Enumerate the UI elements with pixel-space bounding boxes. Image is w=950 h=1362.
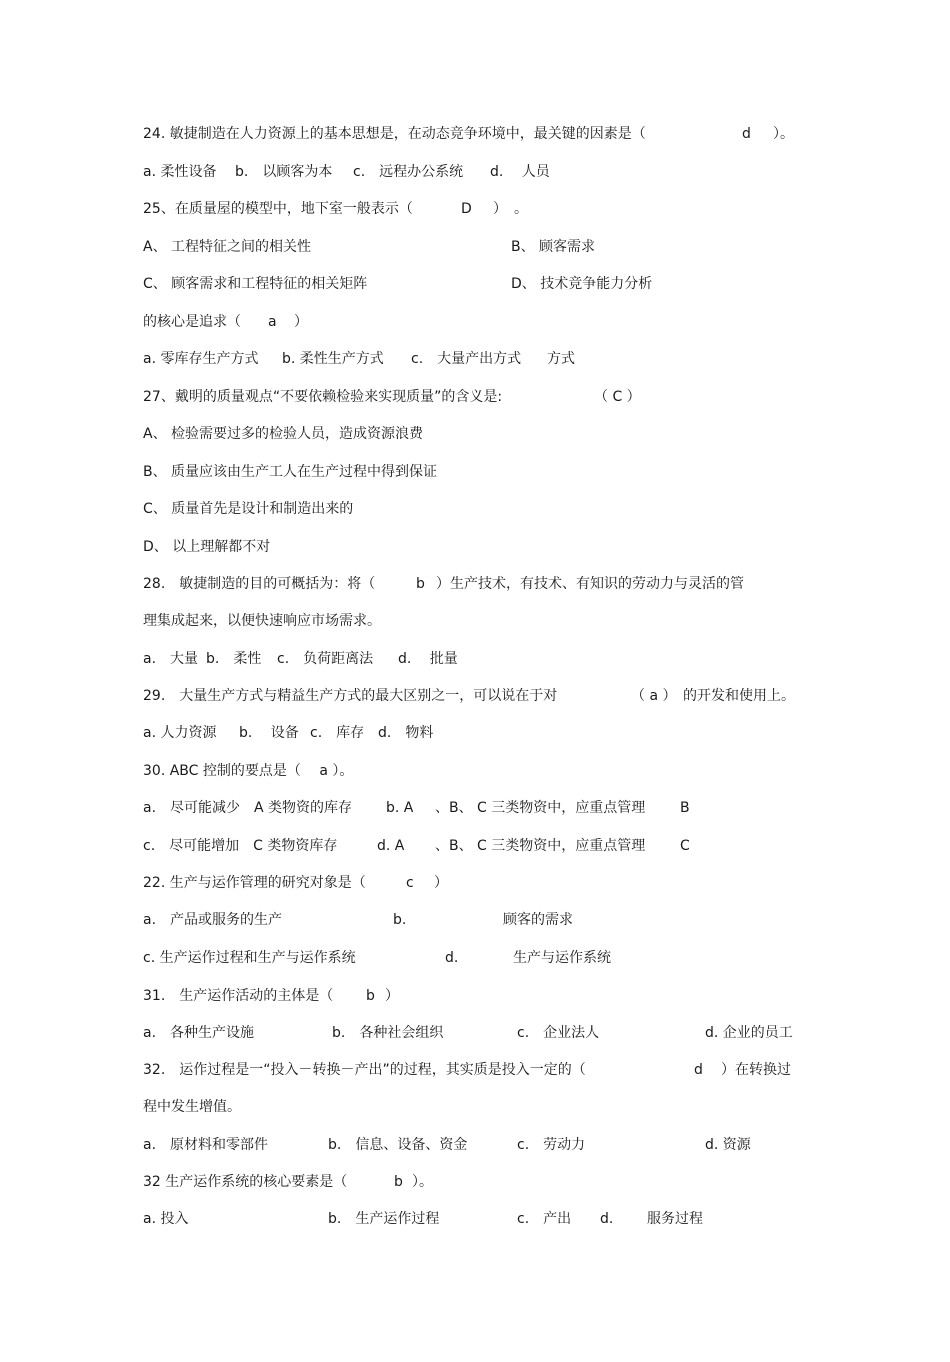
question-29-stem-line — [143, 685, 795, 707]
option-a: a. 大量 — [143, 651, 199, 667]
question-25-options-row1 — [143, 236, 596, 258]
answer-mark: b — [394, 1174, 403, 1190]
option-d: d. 资源 — [705, 1137, 751, 1153]
option-a: a. 投入 — [143, 1211, 189, 1227]
option-c: c. 库存 — [310, 725, 365, 741]
option-d: d. 企业的员工 — [705, 1025, 793, 1041]
option-c: c. 大量产出方式 — [411, 351, 522, 367]
option-d: 方式 — [547, 351, 575, 367]
option-b-text: 顾客的需求 — [503, 912, 573, 928]
question-32-stem-line — [143, 1059, 791, 1081]
option-b: b. 以顾客为本 — [235, 164, 333, 180]
question-25-stem-line — [143, 198, 528, 220]
question-tail: ） — [434, 875, 448, 891]
option-c: c. 负荷距离法 — [277, 651, 374, 667]
option-b: b. 生产运作过程 — [328, 1211, 440, 1227]
option-a: a. 各种生产设施 — [143, 1025, 255, 1041]
option-a: a. 柔性设备 — [143, 164, 217, 180]
option-d: d. 物料 — [378, 725, 434, 741]
question-stem: 32 生产运作系统的核心要素是（ — [143, 1174, 348, 1190]
question-30-stem-line — [143, 760, 354, 782]
question-tail: ）。 — [412, 1174, 433, 1190]
question-32b-stem-line — [143, 1171, 433, 1193]
question-stem: 25、在质量屋的模型中，地下室一般表示（ — [143, 201, 413, 217]
option-d: d. 批量 — [398, 651, 458, 667]
question-24-stem-line — [143, 123, 794, 145]
option-c: c. 产出 — [517, 1211, 572, 1227]
question-27-option-C — [143, 498, 354, 520]
question-22-options-row1 — [143, 909, 573, 931]
question-26-options — [143, 348, 575, 370]
option-b-text: 、B、 C 三类物资中，应重点管理 — [435, 800, 646, 816]
option-b: b. 柔性生产方式 — [282, 351, 384, 367]
option-a: a. 产品或服务的生产 — [143, 912, 283, 928]
option-d-text: 、B、 C 三类物资中，应重点管理 — [435, 838, 646, 854]
option-b: b. 设备 — [239, 725, 299, 741]
question-stem-continued: ）在转换过 — [721, 1062, 791, 1078]
option-b: b. 柔性 — [206, 651, 262, 667]
question-25-options-row2 — [143, 273, 653, 295]
question-32-stem-line2 — [143, 1096, 241, 1118]
question-stem: 30. ABC 控制的要点是（ a ）。 — [143, 763, 354, 779]
question-27-option-D — [143, 536, 271, 558]
option-a: a. 原材料和零部件 — [143, 1137, 269, 1153]
question-31-stem-line — [143, 985, 399, 1007]
option-d: d. — [445, 950, 459, 966]
question-stem: 32. 运作过程是一“投入－转换－产出”的过程，其实质是投入一定的（ — [143, 1062, 586, 1078]
answer-mark: （ a ） — [631, 688, 677, 704]
option-c: c. 生产运作过程和生产与运作系统 — [143, 950, 356, 966]
question-26-stem-line — [143, 311, 308, 333]
option-D: D、 技术竞争能力分析 — [511, 276, 653, 292]
question-stem: 的核心是追求（ — [143, 314, 241, 330]
option-d-text: 服务过程 — [647, 1211, 703, 1227]
question-stem-continued: 程中发生增值。 — [143, 1099, 241, 1115]
answer-mark: b — [416, 576, 425, 592]
question-28-stem-line — [143, 573, 744, 595]
question-32-options — [143, 1134, 751, 1156]
question-32b-options — [143, 1208, 703, 1230]
option-c: c. 尽可能增加 C 类物资库存 — [143, 838, 338, 854]
answer-mark: d — [742, 126, 751, 142]
question-tail: ） 。 — [493, 201, 528, 217]
option-d-text: 生产与运作系统 — [513, 950, 611, 966]
question-28-options — [143, 648, 458, 670]
option-c: c. 企业法人 — [517, 1025, 600, 1041]
question-24-options — [143, 161, 550, 183]
question-27-stem-line — [143, 386, 641, 408]
answer-mark: c — [406, 875, 414, 891]
question-22-stem-line — [143, 872, 448, 894]
option-d-letter: C — [680, 838, 690, 854]
question-27-option-B — [143, 461, 438, 483]
answer-mark: b — [366, 988, 375, 1004]
answer-mark: a — [268, 314, 277, 330]
question-stem: 31. 生产运作活动的主体是（ — [143, 988, 334, 1004]
option-c: c. 远程办公系统 — [353, 164, 464, 180]
question-stem-continued: 理集成起来，以便快速响应市场需求。 — [143, 613, 381, 629]
answer-mark: d — [694, 1062, 703, 1078]
question-stem: 28. 敏捷制造的目的可概括为：将（ — [143, 576, 376, 592]
option-d: d. — [600, 1211, 614, 1227]
option-C: C、 顾客需求和工程特征的相关矩阵 — [143, 276, 368, 292]
question-tail: ） — [385, 988, 399, 1004]
question-tail: ） — [294, 314, 308, 330]
option-d: d. 人员 — [490, 164, 550, 180]
option-B: B、 顾客需求 — [511, 239, 596, 255]
question-22-options-row2 — [143, 947, 611, 969]
option-c: c. 劳动力 — [517, 1137, 586, 1153]
question-tail: 的开发和使用上。 — [683, 688, 795, 704]
option-B: B、 质量应该由生产工人在生产过程中得到保证 — [143, 464, 438, 480]
question-tail: ）。 — [773, 126, 794, 142]
question-stem: 22. 生产与运作管理的研究对象是（ — [143, 875, 366, 891]
option-b: b. 信息、设备、资金 — [328, 1137, 468, 1153]
option-b: b. 各种社会组织 — [332, 1025, 444, 1041]
option-A: A、 检验需要过多的检验人员，造成资源浪费 — [143, 426, 424, 442]
option-D: D、 以上理解都不对 — [143, 539, 271, 555]
question-stem: 27、戴明的质量观点“不要依赖检验来实现质量”的含义是: — [143, 389, 503, 405]
option-d: d. A — [377, 838, 405, 854]
question-27-option-A — [143, 423, 424, 445]
answer-mark: D — [461, 201, 472, 217]
question-29-options — [143, 722, 434, 744]
question-stem: 29. 大量生产方式与精益生产方式的最大区别之一，可以说在于对 — [143, 688, 558, 704]
answer-mark: （ C ） — [594, 389, 641, 405]
question-30-options-row2 — [143, 835, 690, 857]
question-stem-continued: ）生产技术，有技术、有知识的劳动力与灵活的管 — [436, 576, 744, 592]
option-C: C、 质量首先是设计和制造出来的 — [143, 501, 354, 517]
question-28-stem-line2 — [143, 610, 381, 632]
option-a: a. 尽可能减少 A 类物资的库存 — [143, 800, 353, 816]
option-A: A、 工程特征之间的相关性 — [143, 239, 312, 255]
option-b-letter: B — [680, 800, 690, 816]
question-31-options — [143, 1022, 793, 1044]
option-a: a. 人力资源 — [143, 725, 217, 741]
question-stem: 24. 敏捷制造在人力资源上的基本思想是，在动态竞争环境中，最关键的因素是（ — [143, 126, 646, 142]
option-b: b. — [393, 912, 407, 928]
option-a: a. 零库存生产方式 — [143, 351, 259, 367]
option-b: b. A — [386, 800, 414, 816]
question-30-options-row1 — [143, 797, 690, 819]
